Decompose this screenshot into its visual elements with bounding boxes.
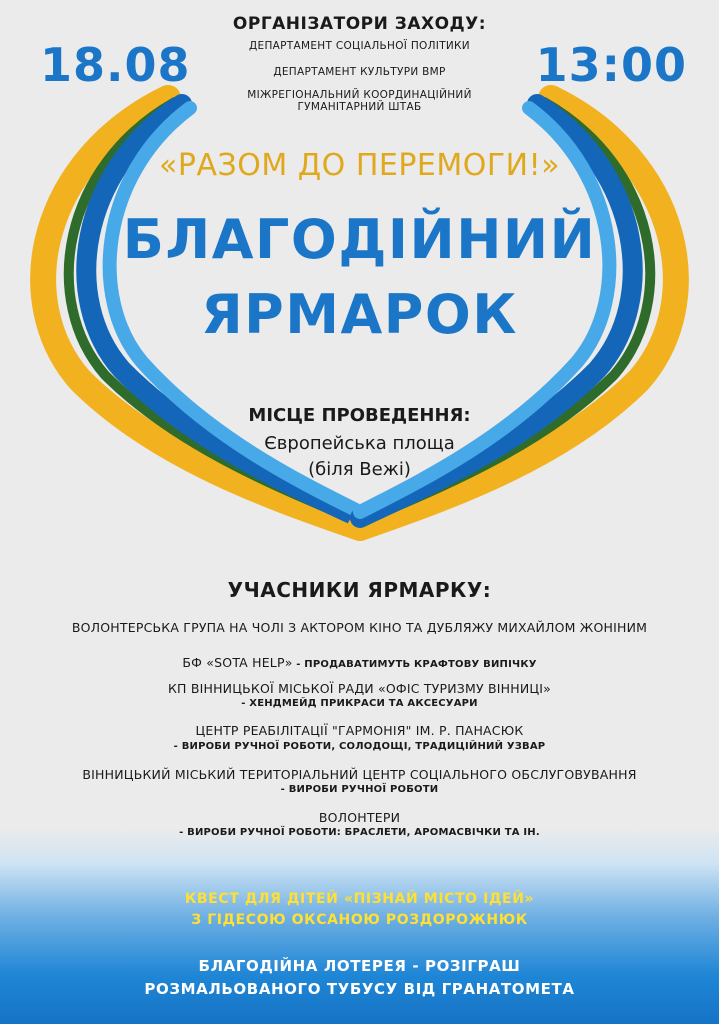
participant-2-name: БФ «SOTA HELP»: [182, 655, 293, 670]
lottery-line1: БЛАГОДІЙНА ЛОТЕРЕЯ - РОЗІГРАШ: [198, 957, 521, 975]
participant-2: [0, 652, 719, 671]
lottery-line2: РОЗМАЛЬОВАНОГО ТУБУСУ ВІД ГРАНАТОМЕТА: [144, 980, 575, 998]
venue-address: Європейська площа: [264, 433, 455, 454]
venue-note: (біля Вежі): [308, 459, 411, 480]
participant-1: ВОЛОНТЕРСЬКА ГРУПА НА ЧОЛІ З АКТОРОМ КІНО ТА ДУБЛЯЖУ МИХАЙЛОМ ЖОНІНИМ: [71, 620, 648, 635]
participant-6-name: ВОЛОНТЕРИ: [318, 810, 401, 825]
organizers-title: ОРГАНІЗАТОРИ ЗАХОДУ:: [232, 14, 487, 34]
quest-line1: КВЕСТ ДЛЯ ДІТЕЙ «ПІЗНАЙ МІСТО ІДЕЙ»: [184, 891, 535, 907]
participant-5-desc: - ВИРОБИ РУЧНОЇ РОБОТИ: [280, 784, 439, 795]
participant-4-name: ЦЕНТР РЕАБІЛІТАЦІЇ "ГАРМОНІЯ" ІМ. Р. ПАНАСЮК: [195, 723, 524, 738]
participants-title: УЧАСНИКИ ЯРМАРКУ:: [227, 578, 492, 602]
participant-5-name: ВІННИЦЬКИЙ МІСЬКИЙ ТЕРИТОРІАЛЬНИЙ ЦЕНТР СОЦІАЛЬНОГО ОБСЛУГОВУВАННЯ: [82, 767, 637, 782]
page-title-line2: ЯРМАРОК: [201, 283, 518, 346]
participant-6-desc: - ВИРОБИ РУЧНОЇ РОБОТИ: БРАСЛЕТИ, АРОМАСВІЧКИ ТА ІН.: [179, 827, 540, 838]
venue-title: МІСЦЕ ПРОВЕДЕННЯ:: [248, 405, 471, 426]
participant-3-desc: - ХЕНДМЕЙД ПРИКРАСИ ТА АКСЕСУАРИ: [241, 698, 478, 709]
participant-2-desc: - ПРОДАВАТИМУТЬ КРАФТОВУ ВИПІЧКУ: [292, 659, 537, 670]
slogan: «РАЗОМ ДО ПЕРЕМОГИ!»: [159, 148, 560, 183]
organizer-line: МІЖРЕГІОНАЛЬНИЙ КООРДИНАЦІЙНИЙ: [247, 89, 472, 101]
event-time: 13:00: [535, 38, 687, 92]
page-title-line1: БЛАГОДІЙНИЙ: [122, 208, 597, 271]
organizer-line: ДЕПАРТАМЕНТ СОЦІАЛЬНОЇ ПОЛІТИКИ: [249, 40, 470, 52]
participant-3-name: КП ВІННИЦЬКОЇ МІСЬКОЇ РАДИ «ОФІС ТУРИЗМУ ВІННИЦІ»: [167, 681, 552, 696]
organizer-line: ГУМАНІТАРНИЙ ШТАБ: [297, 101, 422, 113]
organizer-line: ДЕПАРТАМЕНТ КУЛЬТУРИ ВМР: [273, 66, 446, 78]
participant-4-desc: - ВИРОБИ РУЧНОЇ РОБОТИ, СОЛОДОЩІ, ТРАДИЦІЙНИЙ УЗВАР: [173, 741, 546, 752]
quest-line2: З ГІДЕСОЮ ОКСАНОЮ РОЗДОРОЖНЮК: [191, 912, 528, 928]
event-date: 18.08: [40, 38, 191, 92]
